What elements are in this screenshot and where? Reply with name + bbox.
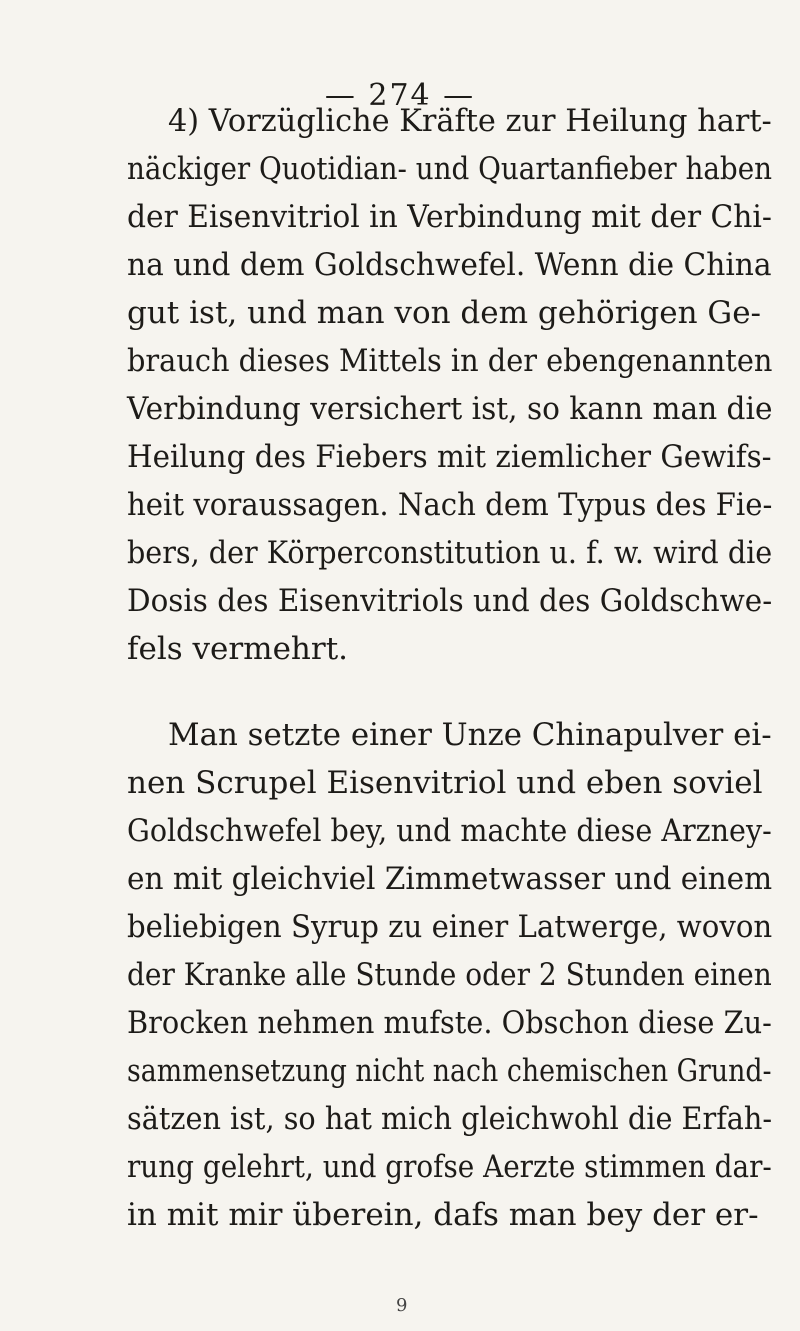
text-line: fels vermehrt. <box>127 631 349 667</box>
text-line: 4) Vorzügliche Kräfte zur Heilung hart- <box>168 103 772 139</box>
text-line: Man setzte einer Unze Chinapulver ei- <box>168 717 772 753</box>
text-line: bers, der Körperconstitution u. f. w. wird die <box>127 535 773 571</box>
text-line: brauch dieses Mittels in der ebengenannten <box>127 343 773 379</box>
text-line: Heilung des Fiebers mit ziemlicher Gewifs- <box>127 439 772 475</box>
text-line: rung gelehrt, und grofse Aerzte stimmen dar- <box>127 1149 772 1185</box>
text-line: gut ist, und man von dem gehörigen Ge- <box>127 295 762 331</box>
text-line: en mit gleichviel Zimmetwasser und einem <box>127 861 773 897</box>
signature-mark: 9 <box>396 1295 408 1316</box>
text-line: Verbindung versichert ist, so kann man die <box>127 391 773 427</box>
text-line: näckiger Quotidian- und Quartanfieber haben <box>127 151 773 187</box>
text-line: der Eisenvitriol in Verbindung mit der Chi- <box>127 199 772 235</box>
text-line: Dosis des Eisenvitriols und des Goldschwe- <box>127 583 773 619</box>
text-line: Goldschwefel bey, und machte diese Arzney- <box>127 813 772 849</box>
text-line: heit voraussagen. Nach dem Typus des Fie- <box>127 487 773 523</box>
page-number: — 274 — <box>324 78 476 113</box>
text-line: der Kranke alle Stunde oder 2 Stunden einen <box>127 957 772 993</box>
text-line: sammensetzung nicht nach chemischen Grund- <box>127 1053 772 1089</box>
text-line: Brocken nehmen mufste. Obschon diese Zu- <box>127 1005 772 1041</box>
text-line: nen Scrupel Eisenvitriol und eben soviel <box>127 765 763 801</box>
text-line: in mit mir überein, dafs man bey der er- <box>127 1197 759 1233</box>
text-line: na und dem Goldschwefel. Wenn die China <box>127 247 772 283</box>
text-line: beliebigen Syrup zu einer Latwerge, wovon <box>127 909 773 945</box>
text-line: sätzen ist, so hat mich gleichwohl die Erfah- <box>127 1101 773 1137</box>
